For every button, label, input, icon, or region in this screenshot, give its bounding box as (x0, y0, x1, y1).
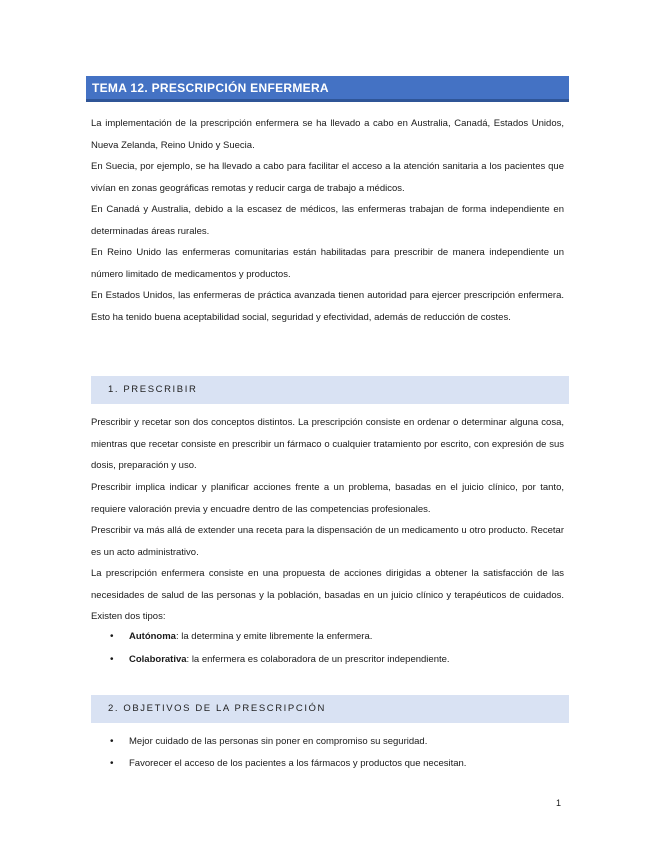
section1-paragraph-1: Prescribir y recetar son dos conceptos distintos. La prescripción consiste en ordenar o determinar alguna cosa, mientras que recetar consiste en prescribir un fármaco o cualquier tratamiento por escrito, con expresión de sus dosis, preparación y uso. (91, 417, 564, 472)
intro-paragraph-5: En Estados Unidos, las enfermeras de práctica avanzada tienen autoridad para ejercer prescripción enfermera. Esto ha tenido buena aceptabilidad social, seguridad y efectividad, además de reducción de costes. (91, 290, 564, 323)
bullet-icon: • (110, 631, 114, 642)
section1-paragraph-2: Prescribir implica indicar y planificar acciones frente a un problema, basadas en el juicio clínico, por tanto, requiere valoración previa y encuadre dentro de las competencias profesionales. (91, 482, 564, 515)
section-heading: 1. PRESCRIBIR (108, 384, 198, 395)
section1-paragraph-3: Prescribir va más allá de extender una receta para la dispensación de un medicamento u otro producto. Recetar es un acto administrativo. (91, 525, 564, 558)
bullet-icon: • (110, 736, 114, 747)
section-header-objetivos (91, 695, 569, 723)
section1-paragraph-4: La prescripción enfermera consiste en una propuesta de acciones dirigidas a obtener la satisfacción de las necesidades de salud de las personas y la población, basadas en un juicio clínico y terapéuticos de cuidados. Existen dos tipos: (91, 568, 564, 623)
intro-paragraph-3: En Canadá y Australia, debido a la escasez de médicos, las enfermeras trabajan de forma independiente en determinadas áreas rurales. (91, 204, 564, 237)
bullet-text: : la determina y emite libremente la enfermera. (175, 631, 373, 642)
bullet-text: Favorecer el acceso de los pacientes a los fármacos y productos que necesitan. (129, 758, 467, 769)
title-banner (86, 76, 569, 102)
bullet-text: Mejor cuidado de las personas sin poner en compromiso su seguridad. (129, 736, 428, 747)
bullet-icon: • (110, 654, 114, 665)
bullet-term: Colaborativa (129, 654, 187, 665)
bullet-term: Autónoma (129, 631, 176, 642)
intro-paragraph-2: En Suecia, por ejemplo, se ha llevado a cabo para facilitar el acceso a la atención sanitaria a los pacientes que vivían en zonas geográficas remotas y reducir carga de trabajo a médicos. (91, 161, 564, 194)
section-heading: 2. OBJETIVOS DE LA PRESCRIPCIÓN (108, 703, 327, 714)
intro-paragraph-1: La implementación de la prescripción enfermera se ha llevado a cabo en Australia, Canadá, Estados Unidos, Nueva Zelanda, Reino Unido y Suecia. (91, 118, 564, 151)
intro-paragraph-4: En Reino Unido las enfermeras comunitarias están habilitadas para prescribir de manera independiente un número limitado de medicamentos y productos. (91, 247, 564, 280)
bullet-icon: • (110, 758, 114, 769)
page-number: 1 (556, 798, 562, 808)
page-title: TEMA 12. PRESCRIPCIÓN ENFERMERA (92, 81, 329, 95)
bullet-text: : la enfermera es colaboradora de un prescritor independiente. (186, 654, 450, 665)
section-header-prescribir (91, 376, 569, 404)
